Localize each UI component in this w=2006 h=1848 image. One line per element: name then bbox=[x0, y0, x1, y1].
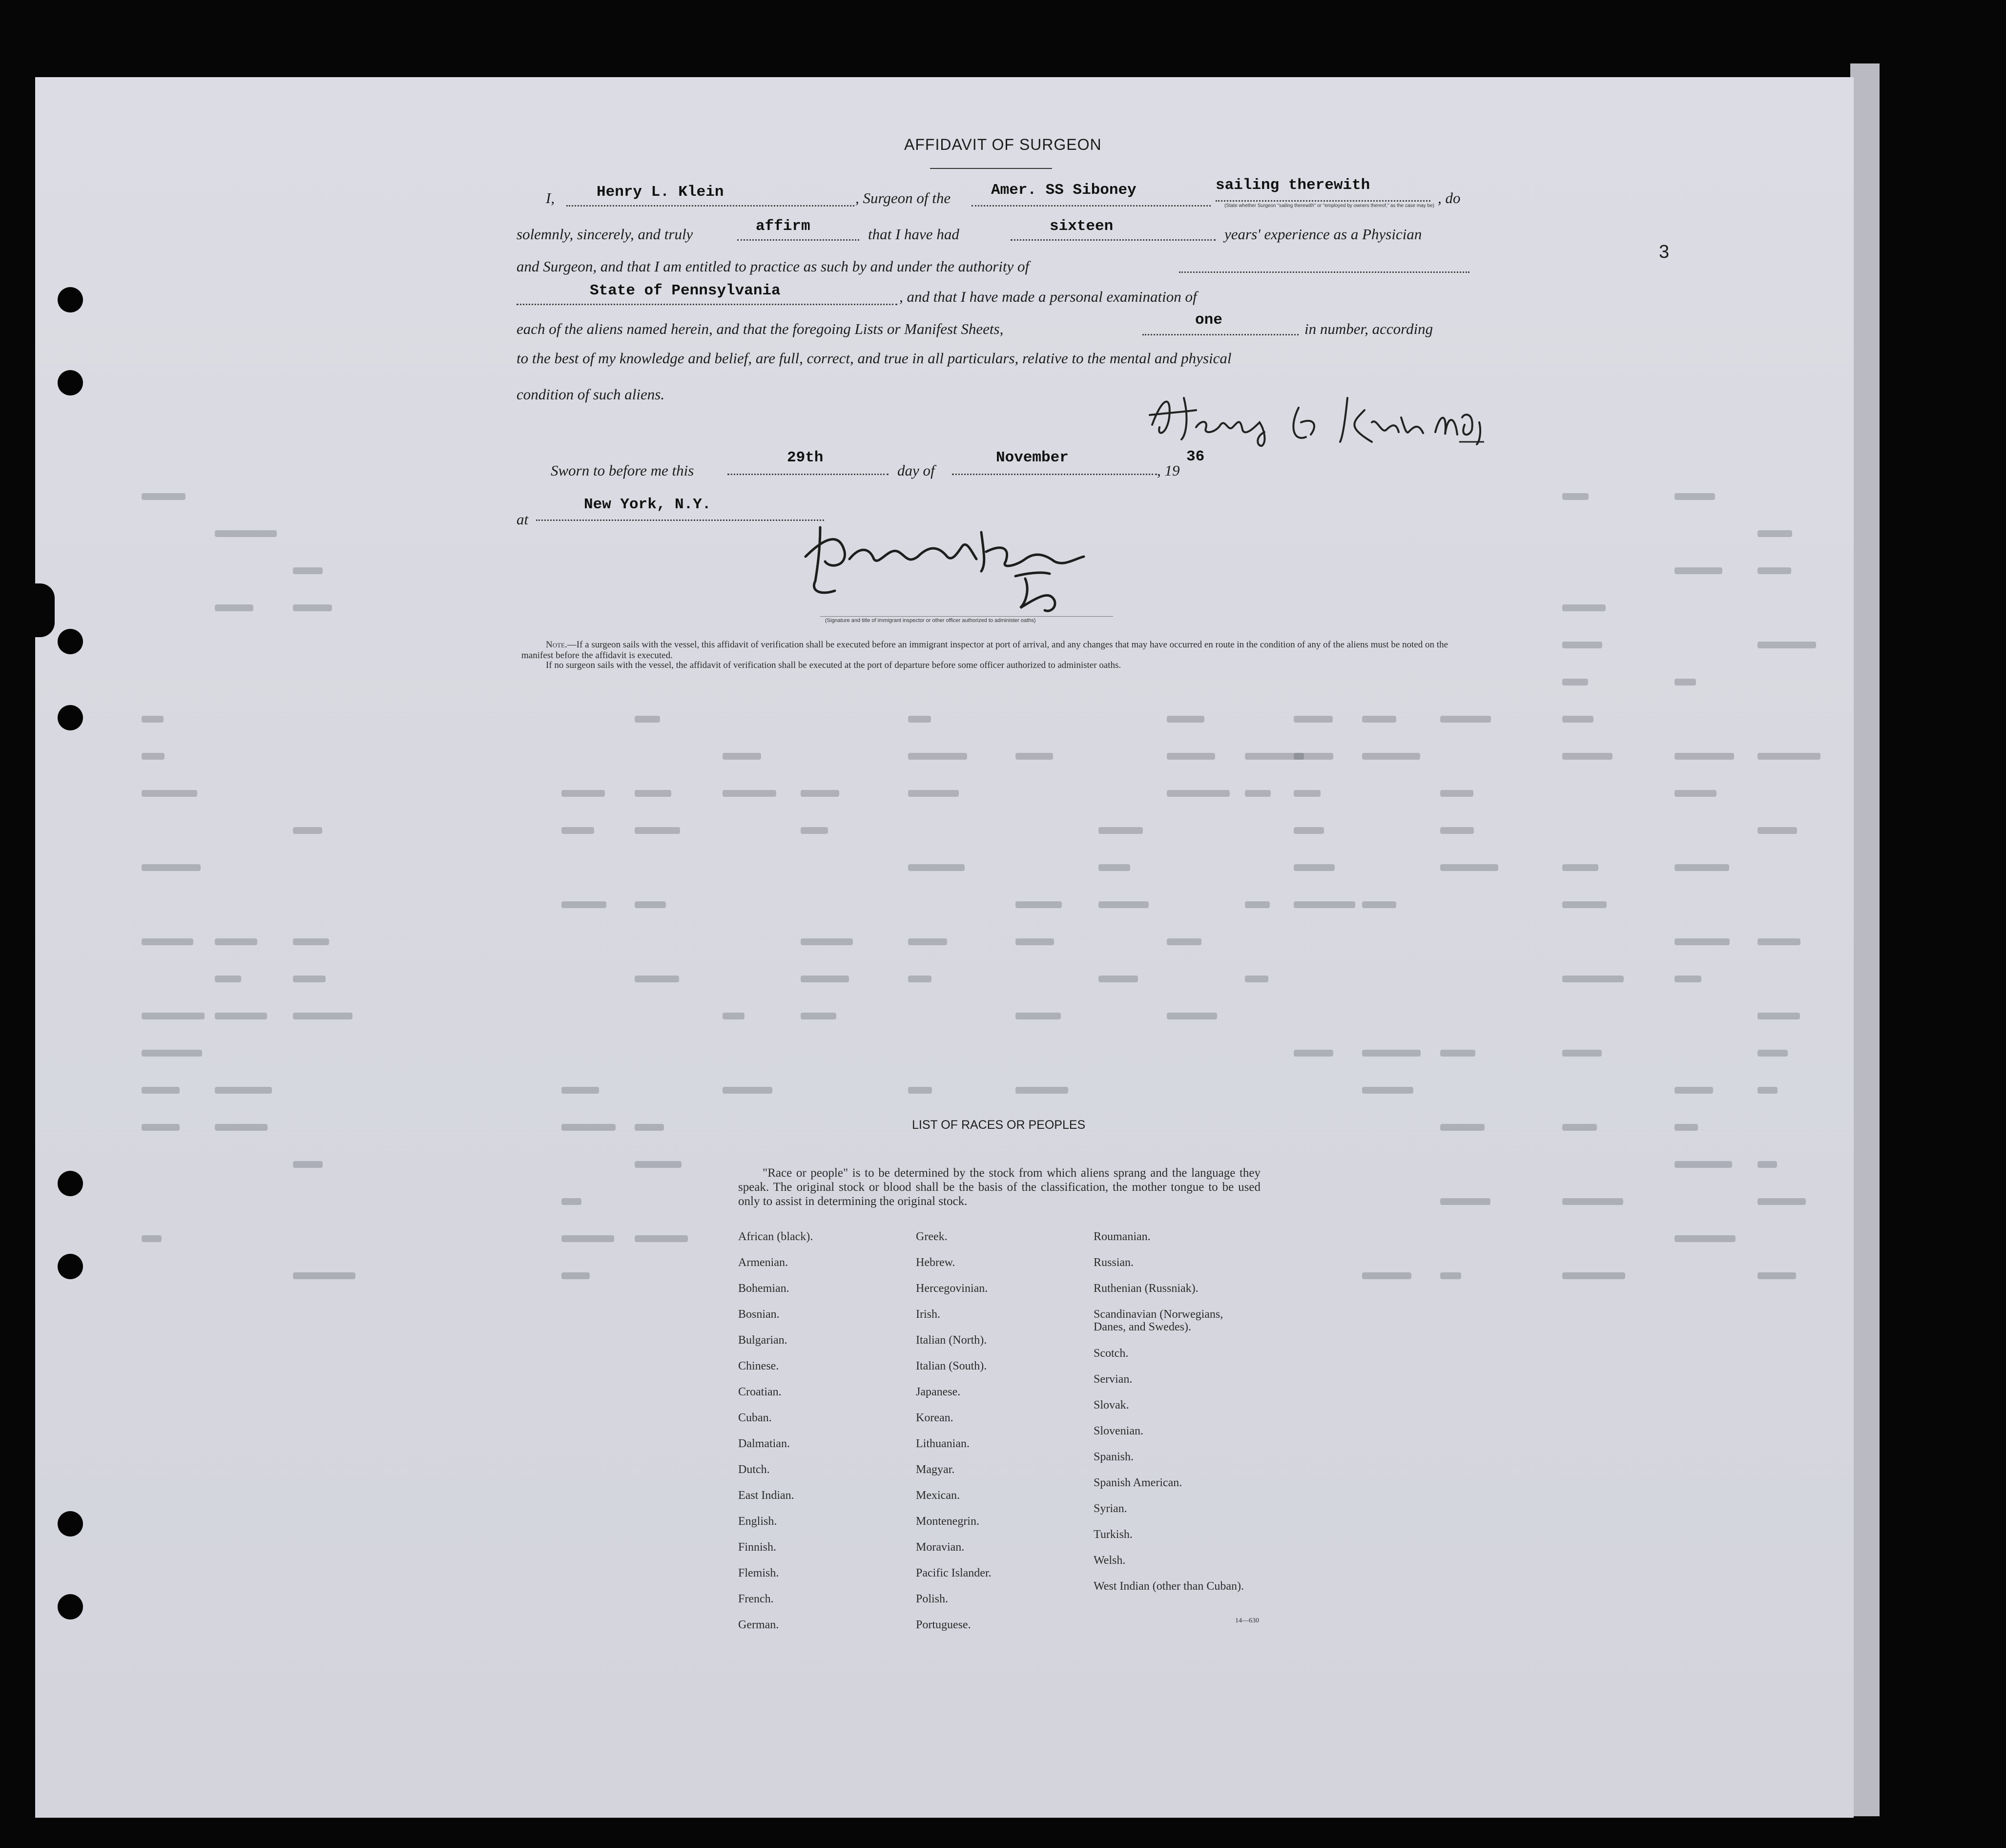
bleed-mark bbox=[723, 753, 761, 760]
fill-line bbox=[727, 474, 889, 475]
bleed-mark bbox=[1562, 1050, 1602, 1057]
race-item: Japanese. bbox=[916, 1386, 961, 1398]
bleed-mark bbox=[561, 1235, 614, 1242]
bleed-mark bbox=[908, 753, 967, 760]
race-item: Korean. bbox=[916, 1412, 953, 1424]
race-item: East Indian. bbox=[738, 1489, 794, 1502]
bleed-mark bbox=[908, 716, 931, 723]
bleed-mark bbox=[723, 1013, 744, 1019]
bleed-mark bbox=[1245, 790, 1271, 797]
officer-caption: (Signature and title of immigrant inspector or other officer authorized to administer oaths) bbox=[825, 618, 1036, 623]
race-item: Italian (North). bbox=[916, 1334, 987, 1347]
bleed-mark bbox=[1562, 864, 1598, 871]
affidavit-text: condition of such aliens. bbox=[517, 386, 665, 403]
bleed-mark bbox=[1440, 1198, 1490, 1205]
affidavit-text: I, bbox=[546, 189, 555, 207]
bleed-mark bbox=[1675, 1235, 1736, 1242]
race-item: French. bbox=[738, 1593, 774, 1605]
fill-line bbox=[566, 205, 854, 207]
bleed-mark bbox=[908, 976, 931, 982]
oath-word: affirm bbox=[756, 218, 810, 235]
bleed-mark bbox=[1015, 938, 1054, 945]
bleed-mark bbox=[293, 1272, 355, 1279]
bleed-mark bbox=[801, 790, 839, 797]
affidavit-title: AFFIDAVIT OF SURGEON bbox=[904, 136, 1102, 153]
bleed-mark bbox=[1562, 1124, 1597, 1131]
bleed-mark bbox=[635, 1235, 688, 1242]
note-text-2: If no surgeon sails with the vessel, the affidavit of verification shall be executed at the port of departure before some officer authorized to administer oaths. bbox=[546, 660, 1121, 670]
affidavit-text: at bbox=[517, 511, 529, 528]
bleed-mark bbox=[1098, 976, 1138, 982]
affidavit-text: , do bbox=[1438, 189, 1461, 207]
race-item: Croatian. bbox=[738, 1386, 782, 1398]
races-title: LIST OF RACES OR PEOPLES bbox=[912, 1118, 1086, 1132]
manifest-sheet bbox=[35, 77, 1854, 1818]
bleed-mark bbox=[142, 1050, 202, 1057]
bleed-mark bbox=[1562, 604, 1606, 611]
bleed-mark bbox=[561, 1198, 581, 1205]
bleed-mark bbox=[1758, 753, 1820, 760]
race-item: Pacific Islander. bbox=[916, 1567, 992, 1579]
note-label: Note. bbox=[546, 640, 567, 650]
bleed-mark bbox=[1245, 901, 1270, 908]
bleed-mark bbox=[1245, 976, 1268, 982]
fill-line bbox=[1179, 271, 1469, 273]
bleed-mark bbox=[142, 1235, 162, 1242]
race-item: Bohemian. bbox=[738, 1282, 789, 1295]
bleed-mark bbox=[142, 938, 193, 945]
bleed-mark bbox=[1758, 642, 1816, 648]
affidavit-text: to the best of my knowledge and belief, are full, correct, and true in all particulars, relative to the mental and physical bbox=[517, 350, 1232, 367]
affidavit-text: Sworn to before me this bbox=[551, 462, 694, 479]
bleed-mark bbox=[1675, 679, 1696, 685]
bleed-mark bbox=[561, 1124, 616, 1131]
race-item: Dutch. bbox=[738, 1463, 770, 1476]
race-item: Roumanian. bbox=[1094, 1230, 1151, 1243]
affidavit-text: , 19 bbox=[1157, 462, 1180, 479]
title-rule bbox=[930, 168, 1052, 169]
affidavit-text: years' experience as a Physician bbox=[1224, 226, 1422, 243]
affidavit-text: , Surgeon of the bbox=[855, 189, 951, 207]
bleed-mark bbox=[142, 493, 186, 500]
bleed-mark bbox=[908, 790, 959, 797]
affidavit-note bbox=[521, 640, 1449, 661]
bleed-mark bbox=[1758, 827, 1797, 834]
bleed-mark bbox=[142, 1013, 205, 1019]
race-item: Magyar. bbox=[916, 1463, 955, 1476]
bleed-mark bbox=[635, 901, 666, 908]
bleed-mark bbox=[635, 1124, 664, 1131]
bleed-mark bbox=[1440, 1124, 1485, 1131]
binder-hole bbox=[58, 1511, 83, 1537]
affidavit-text: day of bbox=[897, 462, 935, 479]
bleed-mark bbox=[215, 1124, 268, 1131]
race-item: Welsh. bbox=[1094, 1554, 1126, 1567]
bleed-mark bbox=[1362, 716, 1396, 723]
officer-signature bbox=[796, 518, 1128, 620]
binder-hole bbox=[58, 1254, 83, 1279]
bleed-mark bbox=[1015, 1013, 1061, 1019]
race-item: Spanish. bbox=[1094, 1451, 1134, 1463]
bleed-mark bbox=[723, 790, 776, 797]
bleed-mark bbox=[635, 1161, 682, 1168]
bleed-mark bbox=[561, 1087, 599, 1094]
race-item: Turkish. bbox=[1094, 1528, 1133, 1541]
bleed-mark bbox=[1562, 679, 1588, 685]
bleed-mark bbox=[1675, 493, 1715, 500]
page-number: 3 bbox=[1659, 242, 1670, 262]
fill-line bbox=[1216, 200, 1430, 202]
sworn-month: November bbox=[996, 449, 1069, 466]
race-item: Montenegrin. bbox=[916, 1515, 979, 1528]
bleed-mark bbox=[801, 976, 849, 982]
bleed-mark bbox=[1294, 716, 1333, 723]
bleed-mark bbox=[1675, 1124, 1698, 1131]
bleed-mark bbox=[1440, 827, 1474, 834]
race-item: Armenian. bbox=[738, 1256, 788, 1269]
bleed-mark bbox=[293, 938, 329, 945]
bleed-mark bbox=[1675, 938, 1730, 945]
binder-hole bbox=[58, 1171, 83, 1196]
practice-authority: State of Pennsylvania bbox=[590, 282, 781, 299]
bleed-mark bbox=[723, 1087, 772, 1094]
bleed-mark bbox=[1167, 938, 1201, 945]
bleed-mark bbox=[1362, 901, 1396, 908]
bleed-mark bbox=[293, 567, 323, 574]
affidavit-text: , and that I have made a personal examination of bbox=[899, 288, 1197, 305]
bleed-mark bbox=[1294, 901, 1355, 908]
officer-line bbox=[820, 616, 1113, 617]
race-item: Mexican. bbox=[916, 1489, 960, 1502]
bleed-mark bbox=[1758, 1198, 1806, 1205]
fill-line bbox=[517, 304, 897, 305]
race-item: Cuban. bbox=[738, 1412, 772, 1424]
bleed-mark bbox=[801, 827, 828, 834]
bleed-mark bbox=[142, 790, 197, 797]
bleed-mark bbox=[142, 716, 164, 723]
bleed-mark bbox=[1098, 827, 1143, 834]
bleed-mark bbox=[215, 1087, 272, 1094]
bleed-mark bbox=[1675, 1161, 1732, 1168]
bleed-mark bbox=[801, 1013, 836, 1019]
bleed-mark bbox=[635, 976, 679, 982]
race-item: Flemish. bbox=[738, 1567, 779, 1579]
bleed-mark bbox=[1562, 1198, 1623, 1205]
race-item: Spanish American. bbox=[1094, 1476, 1182, 1489]
status-note: (State whether Surgeon "sailing therewith" or "employed by owners thereof," as the case may be) bbox=[1224, 203, 1434, 208]
bleed-mark bbox=[1098, 864, 1130, 871]
race-item: German. bbox=[738, 1619, 779, 1631]
surgeon-name: Henry L. Klein bbox=[597, 184, 724, 201]
bleed-mark bbox=[1758, 1013, 1800, 1019]
bleed-mark bbox=[1675, 864, 1729, 871]
race-item: Syrian. bbox=[1094, 1502, 1127, 1515]
sworn-place: New York, N.Y. bbox=[584, 496, 711, 513]
sworn-year: 36 bbox=[1186, 448, 1205, 465]
race-item: Russian. bbox=[1094, 1256, 1134, 1269]
bleed-mark bbox=[142, 753, 165, 760]
bleed-mark bbox=[635, 790, 671, 797]
race-item: Greek. bbox=[916, 1230, 948, 1243]
bleed-mark bbox=[215, 604, 253, 611]
bleed-mark bbox=[1675, 1087, 1713, 1094]
bleed-mark bbox=[801, 938, 853, 945]
race-item: Lithuanian. bbox=[916, 1437, 970, 1450]
binder-hole bbox=[58, 287, 83, 312]
affidavit-text: that I have had bbox=[868, 226, 959, 243]
fill-line bbox=[1142, 334, 1299, 335]
bleed-mark bbox=[1562, 716, 1593, 723]
sworn-day: 29th bbox=[787, 449, 824, 466]
bleed-mark bbox=[1758, 1272, 1796, 1279]
bleed-mark bbox=[1562, 642, 1602, 648]
bleed-mark bbox=[1440, 1050, 1475, 1057]
bleed-mark bbox=[561, 790, 605, 797]
bleed-mark bbox=[1362, 1272, 1411, 1279]
bleed-mark bbox=[1440, 790, 1473, 797]
bleed-mark bbox=[1758, 530, 1792, 537]
bleed-mark bbox=[1562, 901, 1607, 908]
bleed-mark bbox=[1167, 753, 1215, 760]
bleed-mark bbox=[1440, 716, 1491, 723]
bleed-mark bbox=[1167, 1013, 1217, 1019]
bleed-mark bbox=[1362, 753, 1420, 760]
races-intro: "Race or people" is to be determined by the stock from which aliens sprang and the language they speak. The original stock or blood shall be the basis of the classification, the mother tongue to be used only to assist in determining the original stock. bbox=[738, 1166, 1261, 1208]
binder-hole bbox=[58, 1594, 83, 1620]
bleed-mark bbox=[561, 827, 594, 834]
race-item: Moravian. bbox=[916, 1541, 965, 1554]
underlying-sheet-edge bbox=[1850, 63, 1880, 1816]
bleed-mark bbox=[1294, 864, 1335, 871]
binder-hole bbox=[58, 629, 83, 654]
bleed-mark bbox=[1758, 1050, 1788, 1057]
race-item: Chinese. bbox=[738, 1360, 779, 1372]
bleed-mark bbox=[1562, 1272, 1625, 1279]
sheet-count: one bbox=[1195, 311, 1222, 329]
bleed-mark bbox=[908, 864, 965, 871]
bleed-mark bbox=[1562, 493, 1589, 500]
affidavit-text: each of the aliens named herein, and that the foregoing Lists or Manifest Sheets, bbox=[517, 320, 1004, 337]
bleed-mark bbox=[1675, 976, 1701, 982]
race-item: Bosnian. bbox=[738, 1308, 780, 1321]
bleed-mark bbox=[1562, 976, 1624, 982]
bleed-mark bbox=[1440, 864, 1498, 871]
bleed-mark bbox=[1362, 1087, 1413, 1094]
race-item: Irish. bbox=[916, 1308, 940, 1321]
bleed-mark bbox=[215, 976, 241, 982]
bleed-mark bbox=[1675, 790, 1716, 797]
race-item: West Indian (other than Cuban). bbox=[1094, 1580, 1244, 1593]
bleed-mark bbox=[1294, 790, 1321, 797]
binder-notch bbox=[24, 583, 55, 637]
fill-line bbox=[1011, 239, 1216, 241]
bleed-mark bbox=[1562, 753, 1613, 760]
bleed-mark bbox=[1675, 753, 1734, 760]
bleed-mark bbox=[1758, 1161, 1777, 1168]
bleed-mark bbox=[1758, 1087, 1778, 1094]
bleed-mark bbox=[1294, 753, 1333, 760]
binder-hole bbox=[58, 370, 83, 395]
race-item: Bulgarian. bbox=[738, 1334, 787, 1347]
bleed-mark bbox=[142, 1124, 180, 1131]
note-text: —If a surgeon sails with the vessel, this affidavit of verification shall be executed before an immigrant inspector at port of arrival, and any changes that may have occurred en route in the condition of any of the aliens must be noted on the manifest before the affidavit is executed. bbox=[521, 640, 1448, 661]
bleed-mark bbox=[1758, 567, 1791, 574]
bleed-mark bbox=[293, 1161, 323, 1168]
binder-hole bbox=[58, 705, 83, 730]
bleed-mark bbox=[215, 530, 277, 537]
bleed-mark bbox=[1362, 1050, 1421, 1057]
bleed-mark bbox=[215, 1013, 267, 1019]
affidavit-text: in number, according bbox=[1304, 320, 1433, 337]
bleed-mark bbox=[142, 1087, 180, 1094]
affidavit-text: solemnly, sincerely, and truly bbox=[517, 226, 693, 243]
years-experience: sixteen bbox=[1050, 218, 1114, 235]
bleed-mark bbox=[908, 1087, 932, 1094]
race-item: Slovak. bbox=[1094, 1399, 1129, 1412]
bleed-mark bbox=[908, 938, 947, 945]
surgeon-status: sailing therewith bbox=[1216, 177, 1370, 194]
bleed-mark bbox=[293, 976, 326, 982]
affidavit-text: and Surgeon, and that I am entitled to practice as such by and under the authority of bbox=[517, 258, 1030, 275]
bleed-mark bbox=[1167, 716, 1204, 723]
race-item: English. bbox=[738, 1515, 777, 1528]
race-item: Italian (South). bbox=[916, 1360, 987, 1372]
bleed-mark bbox=[561, 1272, 590, 1279]
race-item: Scotch. bbox=[1094, 1347, 1129, 1360]
bleed-mark bbox=[1294, 1050, 1333, 1057]
race-item: African (black). bbox=[738, 1230, 813, 1243]
race-item: Servian. bbox=[1094, 1373, 1133, 1386]
vessel-name: Amer. SS Siboney bbox=[991, 182, 1137, 199]
bleed-mark bbox=[561, 901, 606, 908]
race-item: Polish. bbox=[916, 1593, 949, 1605]
fill-line bbox=[972, 205, 1211, 207]
bleed-mark bbox=[1675, 567, 1722, 574]
bleed-mark bbox=[293, 1013, 352, 1019]
race-item: Hebrew. bbox=[916, 1256, 955, 1269]
bleed-mark bbox=[1015, 901, 1062, 908]
bleed-mark bbox=[293, 604, 332, 611]
bleed-mark bbox=[1440, 1272, 1461, 1279]
bleed-mark bbox=[1015, 1087, 1068, 1094]
bleed-mark bbox=[215, 938, 257, 945]
race-item: Scandinavian (Norwegians, Danes, and Swedes). bbox=[1094, 1308, 1223, 1333]
bleed-mark bbox=[142, 864, 201, 871]
race-item: Dalmatian. bbox=[738, 1437, 790, 1450]
bleed-mark bbox=[1015, 753, 1053, 760]
bleed-mark bbox=[635, 716, 660, 723]
bleed-mark bbox=[1758, 938, 1800, 945]
race-item: Finnish. bbox=[738, 1541, 777, 1554]
fill-line bbox=[952, 474, 1157, 475]
race-item: Portuguese. bbox=[916, 1619, 971, 1631]
fill-line bbox=[536, 519, 824, 521]
fill-line bbox=[737, 239, 859, 241]
bleed-mark bbox=[293, 827, 322, 834]
race-item: Ruthenian (Russniak). bbox=[1094, 1282, 1199, 1295]
race-item: Slovenian. bbox=[1094, 1425, 1143, 1437]
surgeon-signature bbox=[1142, 388, 1484, 452]
bleed-mark bbox=[635, 827, 680, 834]
race-item: Hercegovinian. bbox=[916, 1282, 988, 1295]
bleed-mark bbox=[1294, 827, 1324, 834]
form-code: 14—630 bbox=[1235, 1617, 1259, 1624]
bleed-mark bbox=[1098, 901, 1149, 908]
bleed-mark bbox=[1167, 790, 1230, 797]
